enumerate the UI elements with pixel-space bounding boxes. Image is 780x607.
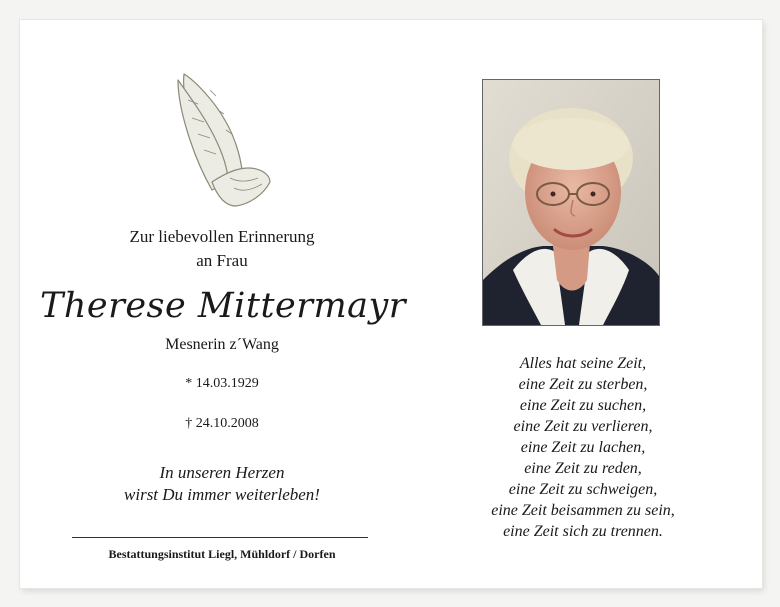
death-date: † 24.10.2008 <box>185 416 259 431</box>
poem-line: eine Zeit zu lachen, <box>520 439 646 456</box>
praying-hands-icon <box>174 70 274 210</box>
poem-line: eine Zeit sich zu trennen. <box>503 523 663 540</box>
poem-line: eine Zeit zu schweigen, <box>508 481 658 498</box>
poem-line: eine Zeit beisammen zu sein, <box>491 502 675 519</box>
undertaker-credit: Bestattungsinstitut Liegl, Mühldorf / Dorfen <box>108 547 336 561</box>
dedication-line-2: wirst Du immer weiterleben! <box>124 485 320 504</box>
dedication-line-1: In unseren Herzen <box>159 463 285 482</box>
poem-line: eine Zeit zu suchen, <box>519 397 647 414</box>
birth-date: * 14.03.1929 <box>185 376 259 391</box>
intro-line-1: Zur liebevollen Erinnerung <box>129 227 315 246</box>
poem <box>404 353 762 542</box>
poem-line: eine Zeit zu reden, <box>524 460 642 477</box>
memorial-card <box>20 20 762 588</box>
poem-line: Alles hat seine Zeit, <box>519 355 647 372</box>
poem-line: eine Zeit zu sterben, <box>518 376 648 393</box>
divider <box>72 537 368 538</box>
left-panel <box>40 20 407 588</box>
deceased-title: Mesnerin z´Wang <box>165 336 279 353</box>
right-panel <box>404 20 762 588</box>
deceased-name: Therese Mittermayr <box>40 286 407 326</box>
portrait-photo <box>482 79 660 326</box>
intro-line-2: an Frau <box>196 251 248 270</box>
poem-line: eine Zeit zu verlieren, <box>513 418 653 435</box>
